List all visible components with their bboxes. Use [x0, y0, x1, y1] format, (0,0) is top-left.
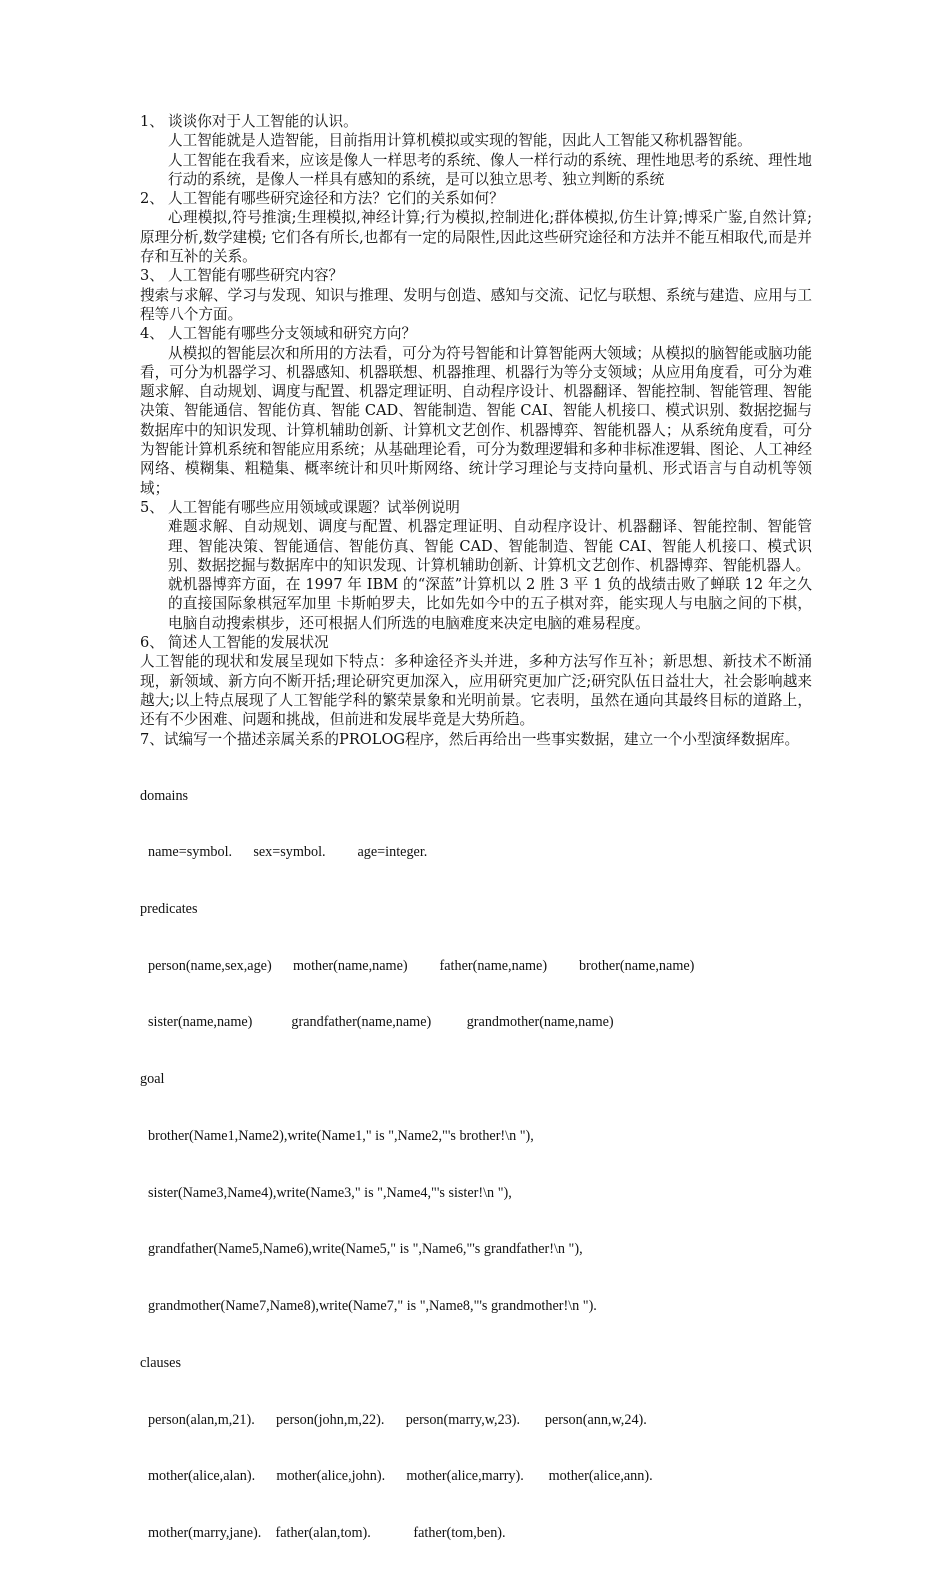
question-4	[140, 324, 812, 343]
code-keyword-clauses: clauses	[140, 1354, 181, 1371]
question-2	[140, 189, 812, 208]
question-title: 简述人工智能的发展状况	[168, 634, 329, 652]
question-7: 7、试编写一个描述亲属关系的PROLOG程序，然后再给出一些事实数据，建立一个小型演绎数据库。	[140, 730, 800, 748]
answer-paragraph: 心理模拟,符号推演;生理模拟,神经计算;行为模拟,控制进化;群体模拟,仿生计算;博采广鉴,自然计算;原理分析,数学建模; 它们各有所长,也都有一定的局限性,因此这些研究途径和方法并不能互相取代,而是并存和互补的关系。	[140, 209, 812, 266]
code-line: name=symbol. sex=symbol. age=integer.	[148, 844, 428, 861]
question-number: 5、	[140, 498, 164, 516]
code-line: grandmother(Name7,Name8),write(Name7," is ",Name8,"'s grandmother!\n ").	[148, 1298, 597, 1315]
question-number: 1、	[140, 113, 164, 130]
code-line: person(name,sex,age) mother(name,name) father(name,name) brother(name,name)	[148, 957, 695, 974]
question-3	[140, 266, 812, 285]
question-number: 2、	[140, 190, 164, 208]
question-6	[140, 633, 812, 652]
code-line: mother(alice,alan). mother(alice,john). mother(alice,marry). mother(alice,ann).	[148, 1468, 653, 1485]
answer-paragraph: 难题求解、自动规划、调度与配置、机器定理证明、自动程序设计、机器翻译、智能控制、智能管理、智能决策、智能通信、智能仿真、智能 CAD、智能制造、智能 CAI、智能人机接口、模式识别、数据挖掘与数据库中的知识发现、计算机辅助创新、计算机文艺创作、机器博弈、智能机器人。	[168, 518, 812, 574]
code-keyword-domains: domains	[140, 787, 189, 804]
question-title: 人工智能有哪些研究途径和方法？它们的关系如何？	[168, 190, 504, 208]
code-line: grandfather(Name5,Name6),write(Name5," is ",Name6,"'s grandfather!\n "),	[148, 1241, 583, 1258]
question-number: 3、	[140, 267, 164, 285]
answer-paragraph: 搜索与求解、学习与发现、知识与推理、发明与创造、感知与交流、记忆与联想、系统与建造、应用与工程等八个方面。	[140, 286, 812, 323]
question-title: 人工智能有哪些研究内容？	[168, 267, 344, 285]
question-title: 人工智能有哪些应用领域或课题？试举例说明	[168, 498, 460, 516]
question-number: 4、	[140, 325, 164, 343]
question-1	[140, 112, 812, 131]
answer-paragraph: 人工智能的现状和发展呈现如下特点：多种途径齐头并进，多种方法写作互补；新思想、新技术不断涌现，新领域、新方向不断开括;理论研究更加深入，应用研究更加广泛;研究队伍日益壮大，社会影响越来越大;以上特点展现了人工智能学科的繁荣景象和光明前景。它表明，虽然在通向其最终目标的道路上，还有不少困难、问题和挑战，但前进和发展毕竟是大势所趋。	[140, 653, 812, 729]
document-page	[140, 112, 812, 1581]
question-title: 人工智能有哪些分支领域和研究方向？	[168, 325, 417, 343]
code-keyword-predicates: predicates	[140, 901, 198, 918]
answer-paragraph: 人工智能在我看来，应该是像人一样思考的系统、像人一样行动的系统、理性地思考的系统、理性地行动的系统，是像人一样具有感知的系统，是可以独立思考、独立判断的系统	[168, 151, 812, 188]
answer-paragraph: 人工智能就是人造智能，目前指用计算机模拟或实现的智能，因此人工智能又称机器智能。	[168, 132, 752, 150]
answer-paragraph: 从模拟的智能层次和所用的方法看，可分为符号智能和计算智能两大领域；从模拟的脑智能或脑功能看，可分为机器学习、机器感知、机器联想、机器推理、机器行为等分支领域；从应用角度看，可分为难题求解、自动规划、调度与配置、机器定理证明、自动程序设计、机器翻译、智能控制、智能管理、智能决策、智能通信、智能仿真、智能 CAD、智能制造、智能 CAI、智能人机接口、模式识别、数据挖掘与数据库中的知识发现、计算机辅助创新、计算机文艺创作、机器博弈、智能机器人；从系统角度看，可分为智能计算机系统和智能应用系统；从基础理论看，可分为数理逻辑和多种非标准逻辑、图论、人工神经网络、模糊集、粗糙集、概率统计和贝叶斯网络、统计学习理论与支持向量机、形式语言与自动机等领域；	[140, 344, 812, 497]
code-line: brother(Name1,Name2),write(Name1," is ",Name2,"'s brother!\n "),	[148, 1127, 534, 1144]
code-line: person(alan,m,21). person(john,m,22). person(marry,w,23). person(ann,w,24).	[148, 1411, 647, 1428]
code-line: sister(name,name) grandfather(name,name) grandmother(name,name)	[148, 1014, 614, 1031]
code-keyword-goal: goal	[140, 1071, 165, 1088]
answer-paragraph: 就机器博弈方面，在 1997 年 IBM 的“深蓝”计算机以 2 胜 3 平 1 负的战绩击败了蝉联 12 年之久的直接国际象棋冠军加里 卡斯帕罗夫，比如先如今中的五子棋对弈，能实现人与电脑之间的下棋，电脑自动搜索棋步，还可根据人们所选的电脑难度来决定电脑的难易程度。	[168, 576, 812, 632]
question-title: 谈谈你对于人工智能的认识。	[168, 113, 358, 130]
question-5	[140, 498, 812, 517]
question-number: 6、	[140, 634, 164, 652]
code-line: sister(Name3,Name4),write(Name3," is ",Name4,"'s sister!\n "),	[148, 1184, 512, 1201]
code-line: mother(marry,jane). father(alan,tom). father(tom,ben).	[148, 1524, 506, 1541]
prolog-code-block	[140, 749, 812, 1581]
